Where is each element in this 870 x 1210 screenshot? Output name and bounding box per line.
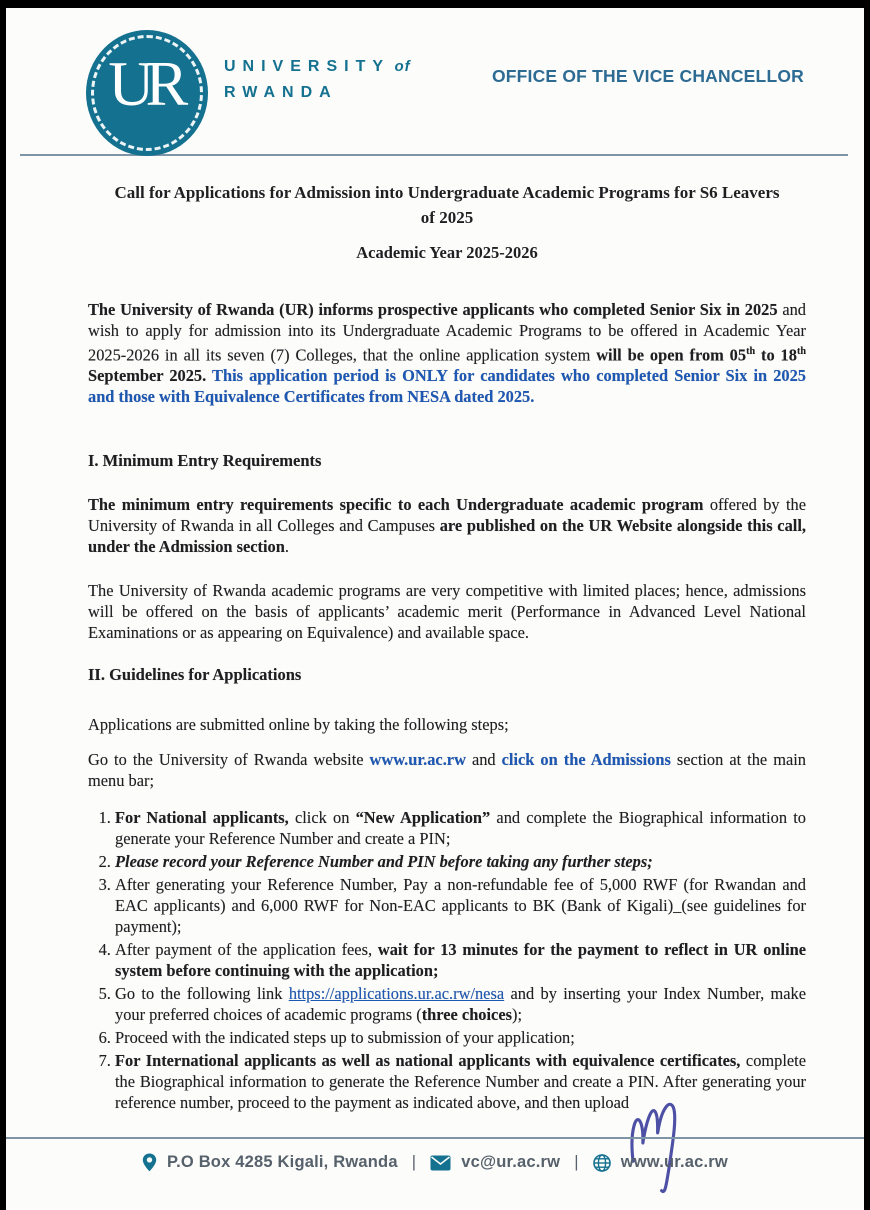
step-item bbox=[115, 1027, 806, 1048]
document-page bbox=[6, 8, 864, 1210]
step-item bbox=[115, 939, 806, 981]
steps-intro-paragraph: Applications are submitted online by taking the following steps; bbox=[88, 715, 509, 735]
text-run: For National applicants, bbox=[115, 808, 289, 828]
text-run: section at the main menu bar; bbox=[88, 750, 806, 791]
section-heading-guidelines: II. Guidelines for Applications bbox=[88, 665, 302, 685]
university-word: RWANDA bbox=[224, 84, 338, 101]
envelope-icon bbox=[430, 1155, 451, 1171]
text-run: September 2025. bbox=[88, 366, 213, 386]
logo-monogram: UR bbox=[108, 48, 180, 119]
university-name bbox=[224, 54, 411, 106]
text-run: th bbox=[796, 346, 806, 357]
text-run: and by inserting your Index Number, make your preferred choices of academic programs ( bbox=[115, 984, 807, 1025]
goto-website-paragraph bbox=[88, 749, 806, 791]
text-run: The University of Rwanda (UR) informs prospective applicants who completed Senior Six in 2025 bbox=[88, 300, 778, 319]
university-of: of bbox=[394, 58, 411, 75]
text-run: click on the Admissions bbox=[501, 750, 671, 770]
text-run: After generating your Reference Number, Pay a non-refundable fee of 5,000 RWF (for Rwandan and EAC applicants) and 6,000 RWF for Non-EAC applicants to BK (Bank of Kigali)_(see guidelines for payment); bbox=[115, 875, 806, 937]
footer-divider bbox=[6, 1137, 864, 1139]
text-run: After payment of the application fees, bbox=[115, 940, 378, 960]
text-run: Go to the following link bbox=[115, 984, 289, 1004]
requirements-paragraph bbox=[88, 494, 806, 557]
footer-separator: | bbox=[411, 1153, 417, 1171]
text-run: offered by the University of Rwanda in all Colleges and Campuses bbox=[88, 495, 806, 536]
academic-year-subtitle: Academic Year 2025-2026 bbox=[356, 243, 538, 262]
intro-paragraph bbox=[88, 299, 806, 407]
text-run: complete the Biographical information to generate the Reference Number and create a PIN. After generating your reference number, proceed to the payment as indicated above, and then upload bbox=[115, 1051, 807, 1113]
step-item bbox=[115, 807, 806, 849]
text-run: This application period is ONLY for candidates who completed Senior Six in 2025 and those with Equivalence Certificates from NESA dated 2025. bbox=[88, 366, 807, 407]
footer-contact-bar bbox=[6, 1153, 864, 1172]
university-logo bbox=[86, 30, 208, 156]
text-run: will be open from 05 bbox=[596, 345, 747, 365]
letterhead bbox=[6, 8, 864, 154]
competitive-paragraph: The University of Rwanda academic programs are very competitive with limited places; hence, admissions will be offered on the basis of applicants’ academic merit (Performance in Advanced Level National Examinations or as appearing on Equivalence) and available space. bbox=[88, 581, 806, 643]
text-run: th bbox=[746, 346, 756, 357]
text-run: Proceed with the indicated steps up to submission of your application; bbox=[115, 1028, 575, 1048]
text-run: wait for 13 minutes for the payment to reflect in UR online system before continuing with the application; bbox=[115, 940, 807, 981]
step-item bbox=[115, 874, 806, 937]
text-run: For International applicants as well as national applicants with equivalence certificates, bbox=[115, 1051, 741, 1071]
section-heading-minimum-entry: I. Minimum Entry Requirements bbox=[88, 451, 322, 471]
text-run: and complete the Biographical information to generate your Reference Number and create a PIN; bbox=[115, 808, 806, 849]
text-run: ); bbox=[512, 1005, 523, 1025]
office-title: OFFICE OF THE VICE CHANCELLOR bbox=[491, 66, 804, 86]
globe-icon bbox=[593, 1154, 611, 1172]
text-run: click on bbox=[288, 808, 356, 828]
document-title-line1: Call for Applications for Admission into Undergraduate Academic Programs for S6 Leavers bbox=[114, 183, 780, 202]
footer-website: www.ur.ac.rw bbox=[620, 1153, 728, 1171]
document-title bbox=[88, 180, 806, 230]
text-run: and wish to apply for admission into its Undergraduate Academic Programs to be offered in Academic Year 2025-2026 in all its seven (7) Colleges, that the online application system bbox=[88, 300, 806, 365]
text-run: “New Application” bbox=[355, 808, 491, 828]
document-title-line2: of 2025 bbox=[420, 208, 474, 227]
footer-address: P.O Box 4285 Kigali, Rwanda bbox=[167, 1153, 398, 1171]
step-item bbox=[115, 1050, 806, 1113]
text-run: to 18 bbox=[755, 345, 797, 365]
application-link[interactable]: https://applications.ur.ac.rw/nesa bbox=[288, 984, 505, 1004]
application-steps-list bbox=[88, 807, 806, 1113]
footer-separator: | bbox=[574, 1153, 579, 1171]
text-run: The minimum entry requirements specific to each Undergraduate academic program bbox=[88, 495, 704, 515]
letter-body bbox=[6, 180, 864, 1113]
text-run: www.ur.ac.rw bbox=[369, 750, 466, 770]
step-item bbox=[115, 983, 806, 1025]
text-run: and bbox=[465, 750, 502, 770]
footer-email: vc@ur.ac.rw bbox=[461, 1153, 561, 1171]
text-run: . bbox=[284, 537, 289, 557]
university-word: UNIVERSITY bbox=[224, 58, 391, 75]
text-run: Go to the University of Rwanda website bbox=[88, 750, 370, 770]
location-pin-icon bbox=[142, 1153, 157, 1172]
text-run: three choices bbox=[421, 1005, 512, 1025]
text-run: are published on the UR Website alongside this call, under the Admission section bbox=[88, 516, 806, 557]
text-run: Please record your Reference Number and PIN before taking any further steps; bbox=[115, 852, 653, 872]
step-item bbox=[115, 851, 806, 872]
